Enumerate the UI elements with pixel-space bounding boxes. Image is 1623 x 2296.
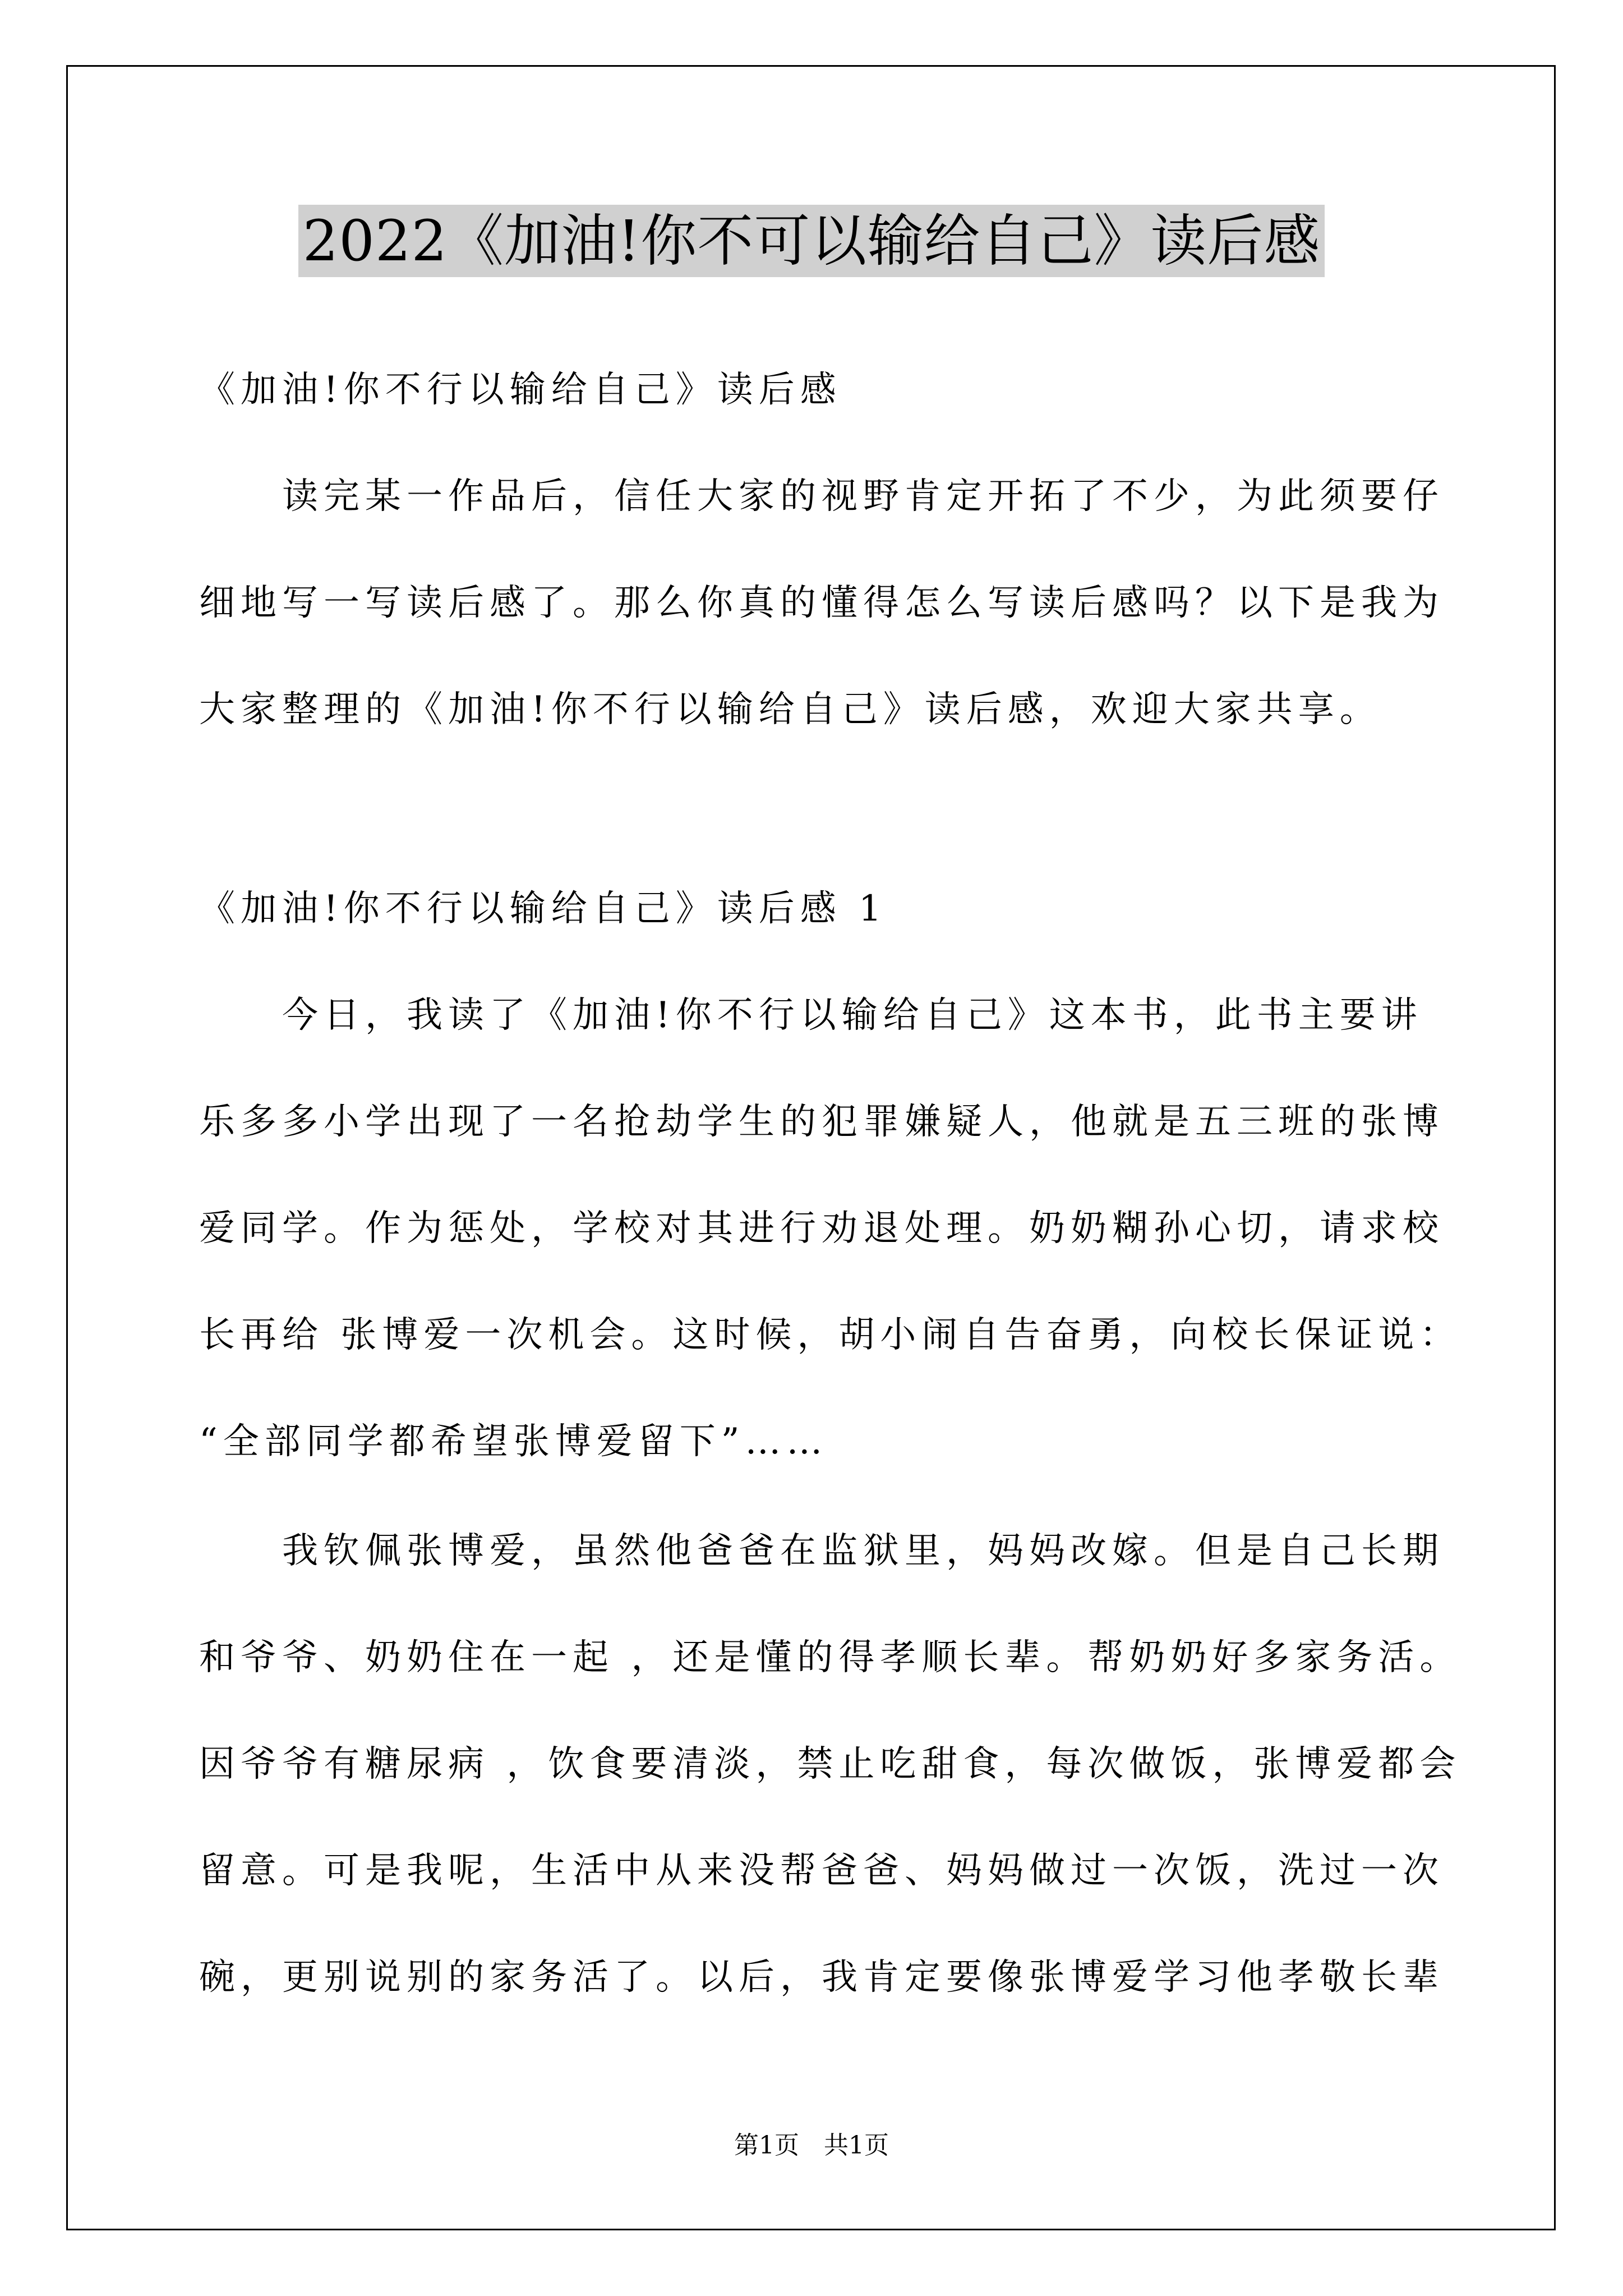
- intro-paragraph: [199, 443, 1444, 763]
- document-title-text: 2022《加油!你不可以输给自己》读后感: [298, 205, 1325, 277]
- subtitle: [199, 337, 1433, 443]
- paragraph-2-line-3: 因爷爷有糖尿病 ，饮食要清淡，禁止吃甜食，每次做饭，张博爱都会: [199, 1743, 1461, 1785]
- paragraph-2-line-4: 留意。可是我呢，生活中从来没帮爸爸、妈妈做过一次饭，洗过一次: [199, 1850, 1444, 1892]
- intro-line-2: 细地写一写读后感了。那么你真的懂得怎么写读后感吗？以下是我为: [199, 582, 1444, 624]
- subtitle-line: 《加油!你不行以输给自己》读后感: [199, 369, 842, 411]
- paragraph-1-line-5: “全部同学都希望张博爱留下”……: [199, 1421, 828, 1462]
- section-paragraph-1: [199, 962, 1461, 1495]
- paragraph-1-line-3: 爱同学。作为惩处，学校对其进行劝退处理。奶奶糊孙心切，请求校: [199, 1208, 1444, 1249]
- page-number-footer: 第1页 共1页: [734, 2131, 889, 2160]
- document-title: [0, 205, 1623, 278]
- section-paragraph-2: [199, 1498, 1461, 2031]
- intro-line-1: 读完某一作品后，信任大家的视野肯定开拓了不少，为此须要仔: [199, 476, 1444, 517]
- paragraph-1-line-4: 长再给 张博爱一次机会。这时候，胡小闹自告奋勇，向校长保证说：: [199, 1314, 1461, 1356]
- intro-line-3: 大家整理的《加油!你不行以输给自己》读后感，欢迎大家共享。: [199, 689, 1381, 730]
- paragraph-1-line-1: 今日，我读了《加油!你不行以输给自己》这本书，此书主要讲: [199, 995, 1423, 1036]
- section-heading: [199, 855, 1433, 962]
- paragraph-2-line-1: 我钦佩张博爱，虽然他爸爸在监狱里，妈妈改嫁。但是自己长期: [199, 1530, 1444, 1572]
- paragraph-1-line-2: 乐多多小学出现了一名抢劫学生的犯罪嫌疑人，他就是五三班的张博: [199, 1101, 1444, 1143]
- section-heading-line: 《加油!你不行以输给自己》读后感 1: [199, 888, 887, 930]
- paragraph-2-line-2: 和爷爷、奶奶住在一起 ，还是懂的得孝顺长辈。帮奶奶好多家务活。: [199, 1637, 1461, 1678]
- paragraph-2-line-5: 碗，更别说别的家务活了。以后，我肯定要像张博爱学习他孝敬长辈: [199, 1957, 1444, 1998]
